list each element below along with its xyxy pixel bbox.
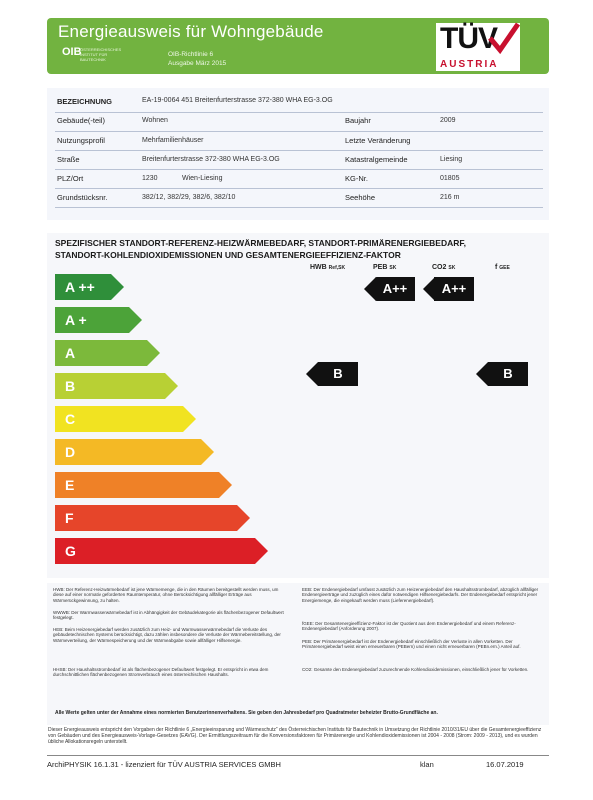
divider xyxy=(55,150,543,151)
energy-class-label: A ++ xyxy=(65,279,95,295)
energy-class-9 xyxy=(55,538,255,564)
divider xyxy=(55,169,543,170)
grundstuecksnr-value: 382/12, 382/29, 382/6, 382/10 xyxy=(142,194,236,201)
divider xyxy=(55,207,543,208)
letzte-veraenderung-label: Letzte Veränderung xyxy=(345,136,411,145)
bezeichnung-label: BEZEICHNUNG xyxy=(57,97,113,106)
fgee-column-header xyxy=(495,264,510,271)
energy-class-6 xyxy=(55,439,201,465)
co2-rating-marker xyxy=(434,277,474,301)
peb-rating-marker xyxy=(375,277,415,301)
chart-title-line1: SPEZIFISCHER STANDORT-REFERENZ-HEIZWÄRMEBEDARF, STANDORT-PRIMÄRENERGIEBEDARF, xyxy=(55,238,466,248)
fgee-column-sub: GEE xyxy=(499,265,510,271)
energy-class-tip xyxy=(237,505,250,531)
hwb-column-sub: Ref,SK xyxy=(328,265,346,271)
peb-column-header xyxy=(373,264,396,271)
seehoehe-label: Seehöhe xyxy=(345,193,376,202)
energy-class-tip xyxy=(111,274,124,300)
energy-class-2 xyxy=(55,307,129,333)
building-info-table xyxy=(47,88,549,220)
divider xyxy=(55,188,543,189)
energy-class-7 xyxy=(55,472,219,498)
katastralgemeinde-value: Liesing xyxy=(440,156,463,163)
strasse-value: Breitenfurterstrasse 372-380 WHA EG-3.OG xyxy=(142,156,280,163)
peb-column-sub: SK xyxy=(389,265,397,271)
note-hwb: HWB: Der Referenz-Heizwärmebedarf ist jene Wärmemenge, die in den Räumen bereitgestellt werden muss, um diese auf einer normativ geforderten Raumtemperatur, ohne Berücksichtigung allfälliger Erträge aus Wärmerückgewinnung, zu halten. xyxy=(53,587,279,603)
note-heb: HEB: Beim Heizenergiebedarf werden zusätzlich zum Heiz- und Warmwasserwärmebedarf die Verluste des gebäudetechnischen Systems berücksichtigt, dazu zählen insbesondere die Verluste der Wärmebereitstellung, der Wärmeverteilung, der Wärmespeicherung und der Wärmeabgabe sowie allfälliger Hilfsenergie. xyxy=(53,627,281,643)
ort-value: Wien-Liesing xyxy=(182,175,223,182)
baujahr-value: 2009 xyxy=(440,117,456,124)
document-date: 16.07.2019 xyxy=(486,760,524,769)
energy-class-tip xyxy=(165,373,178,399)
bezeichnung-value: EA-19-0064 451 Breitenfurterstrasse 372-380 WHA EG-3.OG xyxy=(142,97,333,104)
directive-note: Dieser Energieausweis entspricht den Vorgaben der Richtlinie 6 „Energieeinsparung und Wärmeschutz“ des Österreichischen Instituts für Bautechnik in Umsetzung der Richtlinie 2010/31/EU über die Gesamtenergieeffizienz von Gebäuden und des Energieausweis-Vorlage-Gesetzes (EAVG). Der Ermittlungszeitraum für die Konversionsfaktoren für Primärenergie und Kohlendioxidemissionen ist 2004 - 2008 (Strom: 2009 - 2013), und es wurden übliche Allokationsregeln unterstellt. xyxy=(48,727,542,745)
gebaeude-label: Gebäude(-teil) xyxy=(57,116,105,125)
document-title: Energieausweis für Wohngebäude xyxy=(58,22,324,41)
note-hhsb: HHSB: Der Haushaltsstrombedarf ist als flächenbezogener Defaultwert festgelegt. Er entspricht in etwa dem durchschnittlichen flächenbezogenen Stromverbrauch eines österreichischen Haushalts. xyxy=(53,667,269,678)
fgee-marker-tip xyxy=(476,362,488,386)
co2-marker-tip xyxy=(423,277,435,301)
note-co2: CO2: Gesamte den Endenergiebedarf zuzurechnende Kohlendioxidemissionen, einschließlich jener für Vorketten. xyxy=(302,667,529,672)
energy-class-label: F xyxy=(65,510,74,526)
energy-class-4 xyxy=(55,373,165,399)
oib-logo: OIB xyxy=(62,46,82,58)
energy-class-label: B xyxy=(65,378,76,394)
richtlinie-label: OIB-Richtlinie 6 xyxy=(168,51,214,58)
energy-class-tip xyxy=(219,472,232,498)
hwb-rating-marker xyxy=(318,362,358,386)
peb-marker-tip xyxy=(364,277,376,301)
assumption-note: Alle Werte gelten unter der Annahme eines normierten Benutzerinnenverhaltens. Sie geben den Jahresbedarf pro Quadratmeter beheizter Brutto-Grundfläche an. xyxy=(55,710,438,716)
energy-class-1 xyxy=(55,274,111,300)
hwb-column-label: HWB xyxy=(310,264,327,271)
note-fgee: fGEE: Der Gesamtenergieeffizienz-Faktor ist der Quotient aus dem Endenergiebedarf und einem Referenz-Endenergiebedarf (Anforderung 2007). xyxy=(302,621,516,632)
tuv-logo: TÜV xyxy=(440,22,497,55)
note-wwwb: WWWB: Der Warmwasserwärmebedarf ist in Abhängigkeit der Gebäudekategorie als flächenbezogener Defaultwert festgelegt. xyxy=(53,610,284,621)
energy-class-label: D xyxy=(65,444,76,460)
co2-rating: A++ xyxy=(441,281,467,296)
tuv-check-icon xyxy=(486,22,520,54)
definitions-panel xyxy=(47,583,549,725)
energy-class-8 xyxy=(55,505,237,531)
energy-class-label: A + xyxy=(65,312,87,328)
kg-nr-label: KG-Nr. xyxy=(345,174,368,183)
hwb-rating: B xyxy=(333,366,343,381)
note-peb: PEB: Der Primärenergiebedarf ist der Endenergiebedarf einschließlich der Verluste in allen Vorketten. Der Primärenergiebedarf weist einen erneuerbaren (PEBern) und einen nicht erneuerbaren (PEBn.ern.) Anteil auf. xyxy=(302,639,521,650)
hwb-column-header xyxy=(310,264,345,271)
software-license: ArchiPHYSIK 16.1.31 - lizenziert für TÜV AUSTRIA SERVICES GMBH xyxy=(47,760,281,769)
energy-class-label: E xyxy=(65,477,75,493)
gebaeude-value: Wohnen xyxy=(142,117,168,124)
divider xyxy=(55,131,543,132)
chart-title-line2: STANDORT-KOHLENDIOXIDEMISSIONEN UND GESAMTENERGIEEFFIZIENZ-FAKTOR xyxy=(55,250,401,260)
oib-logo-subtitle: ÖSTERREICHISCHES INSTITUT FÜR BAUTECHNIK xyxy=(80,47,122,62)
energy-class-label: A xyxy=(65,345,76,361)
author: klan xyxy=(420,760,434,769)
energy-class-5 xyxy=(55,406,183,432)
footer-divider xyxy=(47,755,549,756)
baujahr-label: Baujahr xyxy=(345,116,371,125)
plz-value: 1230 xyxy=(142,175,158,182)
peb-column-label: PEB xyxy=(373,264,388,271)
energy-class-label: G xyxy=(65,543,76,559)
kg-nr-value: 01805 xyxy=(440,175,460,182)
energy-class-3 xyxy=(55,340,147,366)
fgee-rating: B xyxy=(503,366,513,381)
co2-column-label: CO2 xyxy=(432,264,447,271)
nutzungsprofil-value: Mehrfamilienhäuser xyxy=(142,137,204,144)
seehoehe-value: 216 m xyxy=(440,194,460,201)
fgee-rating-marker xyxy=(488,362,528,386)
energy-class-tip xyxy=(201,439,214,465)
peb-rating: A++ xyxy=(382,281,408,296)
co2-column-header xyxy=(432,264,455,271)
tuv-austria-label: AUSTRIA xyxy=(440,59,499,70)
energy-class-tip xyxy=(255,538,268,564)
nutzungsprofil-label: Nutzungsprofil xyxy=(57,136,105,145)
hwb-marker-tip xyxy=(306,362,318,386)
strasse-label: Straße xyxy=(57,155,80,164)
energy-class-label: C xyxy=(65,411,76,427)
plz-label: PLZ/Ort xyxy=(57,174,84,183)
energy-class-tip xyxy=(129,307,142,333)
co2-column-sub: SK xyxy=(448,265,456,271)
grundstuecksnr-label: Grundstücksnr. xyxy=(57,193,108,202)
katastralgemeinde-label: Katastralgemeinde xyxy=(345,155,408,164)
energy-class-tip xyxy=(147,340,160,366)
energy-class-tip xyxy=(183,406,196,432)
fgee-column-label: f xyxy=(495,264,498,271)
ausgabe-label: Ausgabe März 2015 xyxy=(168,60,227,67)
divider xyxy=(55,112,543,113)
note-eeb: EEB: Der Endenergiebedarf umfasst zusätzlich zum Heizenergiebedarf den Haushaltsstrombedarf, abzüglich allfälliger Endenergieerträge und zuzüglich eines dafür notwendigen Hilfsenergiebedarfs. Der Endenergiebedarf entspricht jener Energiemenge, die eingekauft werden muss (Lieferenergiebedarf). xyxy=(302,587,539,603)
